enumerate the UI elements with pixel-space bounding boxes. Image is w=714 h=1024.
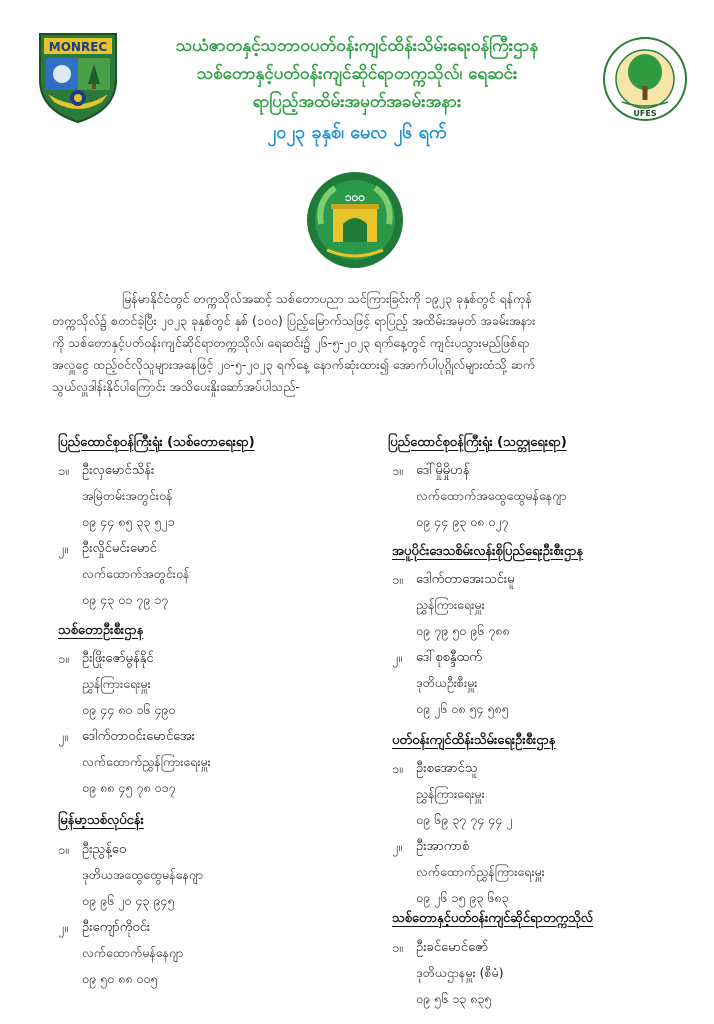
person-name: ဦးခင်မောင်ဇော် xyxy=(416,940,489,955)
person-name: ဒေါက်တာအေးသင်းမူ xyxy=(416,572,515,587)
monrec-logo-text: MONREC xyxy=(48,40,108,54)
person-phone: ၀၉ ၄၄ ၉၃ ၀၈ ၀၂၇ xyxy=(416,514,509,529)
person-phone: ၀၉ ၈၈ ၄၅ ၇၈ ၀၁၇ xyxy=(82,780,176,795)
person-name: ဦးအာကာစံ xyxy=(416,839,470,854)
person-role: လက်ထောက်မန်နေဂျာ xyxy=(82,945,184,960)
section-title: အပူပိုင်းဒေသစိမ်းလန်းစိုပြည်ရေးဦးစီးဌာန xyxy=(392,544,584,559)
person-role: ညွှန်ကြားရေးမှူး xyxy=(82,676,151,691)
intro-line-2: တက္ကသိုလ်၌ စတင်ခဲ့ပြီး ၂၀၂၃ ခုနှစ်တွင် နှစ် (၁၀၀) ပြည့်မြောက်သဖြင့် ရာပြည့် အထိမ်းအမှတ် အခမ်းအနား xyxy=(52,313,536,328)
person-role: လက်ထောက်ညွှန်ကြားရေးမှူး xyxy=(82,754,211,769)
person-role: ဒုတိယဌာနမှူး (စီမံ) xyxy=(416,965,504,980)
person-name: ဦးညွန့်ဝေ xyxy=(82,842,127,857)
person-name: ဦးလှမောင်သိန်း xyxy=(82,463,155,478)
person-name: ဦးလှိုင်မင်းမောင် xyxy=(82,541,157,556)
section-title: ပတ်ဝန်းကျင်ထိန်းသိမ်းရေးဦးစီးဌာန xyxy=(392,733,556,748)
person-name: ဦးဖြိုးဇော်မွန်နိုင် xyxy=(82,651,154,666)
person-name: ဒေါ်မှိုမှိုဟန် xyxy=(416,463,470,478)
person-phone: ၀၉ ၄၄ ၈၀ ၁၆ ၄၉၀ xyxy=(82,702,176,717)
entry-number: ၂။ xyxy=(58,920,68,935)
entry-number: ၁။ xyxy=(392,572,403,587)
person-role: ညွှန်ကြားရေးမှူး xyxy=(416,786,485,801)
section-title: သစ်တောဦးစီးဌာန xyxy=(58,623,144,638)
entry-number: ၂။ xyxy=(58,541,68,556)
person-role: အမြဲတမ်းအတွင်းဝန် xyxy=(82,488,173,503)
person-name: ဒေါက်တာဝင်းမောင်အေး xyxy=(82,729,195,744)
intro-line-5: သွယ်လှူဒါန်းနိုင်ပါကြောင်း အသိပေးနှိုးဆော်အပ်ပါသည်- xyxy=(52,379,300,394)
person-phone: ၀၉ ၅၀ ၈၈ ၀၀၅ xyxy=(82,971,158,986)
header-ceremony: ရာပြည့်အထိမ်းအမှတ်အခမ်းအနား xyxy=(252,92,462,112)
person-role: လက်ထောက်အထွေထွေမန်နေဂျာ xyxy=(416,488,567,503)
person-name: ဦးကျော်ကိုဝင်း xyxy=(82,920,151,935)
entry-number: ၁။ xyxy=(58,651,69,666)
section-title: မြန်မာ့သစ်လုပ်ငန်း xyxy=(58,813,144,828)
entry-number: ၁။ xyxy=(392,940,403,955)
entry-number: ၂။ xyxy=(392,839,402,854)
person-role: ညွှန်ကြားရေးမှူး xyxy=(416,597,485,612)
entry-number: ၁။ xyxy=(58,463,69,478)
entry-number: ၁။ xyxy=(392,463,403,478)
section-title: သစ်တောနှင့်ပတ်ဝန်းကျင်ဆိုင်ရာတက္ကသိုလ် xyxy=(392,911,593,926)
person-role: ဒုတိယအထွေထွေမန်နေဂျာ xyxy=(82,867,204,882)
section-title: ပြည်ထောင်စုဝန်ကြီးရုံး (သတ္တုရေးရာ) xyxy=(388,435,567,450)
intro-line-1: မြန်မာနိုင်ငံတွင် တက္ကသိုလ်အဆင့် သစ်တောပညာ သင်ကြားခြင်းကို ၁၉၂၃ ခုနှစ်တွင် ရန်ကုန် xyxy=(122,291,532,306)
person-phone: ၀၉ ၂၆ ၁၅ ၉၃ ၆၈၃ xyxy=(416,890,509,905)
header-university: သစ်တောနှင့်ပတ်ဝန်းကျင်ဆိုင်ရာတက္ကသိုလ်၊ ရေဆင်း xyxy=(196,64,518,84)
person-phone: ၀၉ ၅၆ ၁၃ ၈၃၅ xyxy=(416,991,492,1006)
person-name: ဒေါ်စုစန္ဒီထက် xyxy=(416,650,482,665)
person-phone: ၀၉ ၄၄ ၈၅ ၃၃ ၅၂၁ xyxy=(82,514,175,529)
person-phone: ၀၉ ၄၃ ၀၁ ၇၉ ၁၇ xyxy=(82,592,169,607)
person-phone: ၀၉ ၇၉ ၅၀ ၉၆ ၇၈၈ xyxy=(416,623,510,638)
entry-number: ၁။ xyxy=(58,842,69,857)
entry-number: ၂။ xyxy=(392,650,402,665)
ufes-logo xyxy=(602,36,688,122)
entry-number: ၁။ xyxy=(392,761,403,776)
centennial-number: ၁၀၀ xyxy=(344,190,366,204)
person-phone: ၀၉ ၆၉ ၃၇ ၇၄ ၄၄ ၂ xyxy=(416,812,513,827)
intro-line-3: ကို သစ်တောနှင့်ပတ်ဝန်းကျင်ဆိုင်ရာတက္ကသိုလ်၊ ရေဆင်း၌ ၂၆-၅-၂၀၂၃ ရက်နေ့တွင် ကျင်းပသွားမည်ဖြစ်ရာ xyxy=(52,335,530,350)
person-phone: ၀၉ ၉၆ ၂၀ ၄၃ ၉၄၅ xyxy=(82,893,175,908)
person-role: လက်ထောက်ညွှန်ကြားရေးမှူး xyxy=(416,864,545,879)
intro-line-4: အလှူငွေ ထည့်ဝင်လိုသူများအနေဖြင့် ၂၀-၅-၂၀၂၃ ရက်နေ့ နောက်ဆုံးထား၍ အောက်ပါပုဂ္ဂိုလ်များထံသို့ ဆက် xyxy=(52,357,536,372)
person-role: ဒုတိယဦးစီးမှူး xyxy=(416,675,478,690)
ufes-logo-text: UFES xyxy=(633,109,657,118)
person-role: လက်ထောက်အတွင်းဝန် xyxy=(82,566,190,581)
header-ministry: သယံဇာတနှင့်သဘာဝပတ်ဝန်းကျင်ထိန်းသိမ်းရေးဝန်ကြီးဌာန xyxy=(175,36,539,56)
person-name: ဦးစအောင်သူ xyxy=(416,761,478,776)
entry-number: ၂။ xyxy=(58,729,68,744)
centennial-logo xyxy=(305,170,405,270)
header-date: ၂၀၂၃ ခုနှစ်၊ မေလ ၂၆ ရက် xyxy=(267,122,447,143)
section-title: ပြည်ထောင်စုဝန်ကြီးရုံး (သစ်တောရေးရာ) xyxy=(58,435,255,450)
person-phone: ၀၉ ၂၆ ၀၈ ၅၄ ၅၈၅ xyxy=(416,701,509,716)
